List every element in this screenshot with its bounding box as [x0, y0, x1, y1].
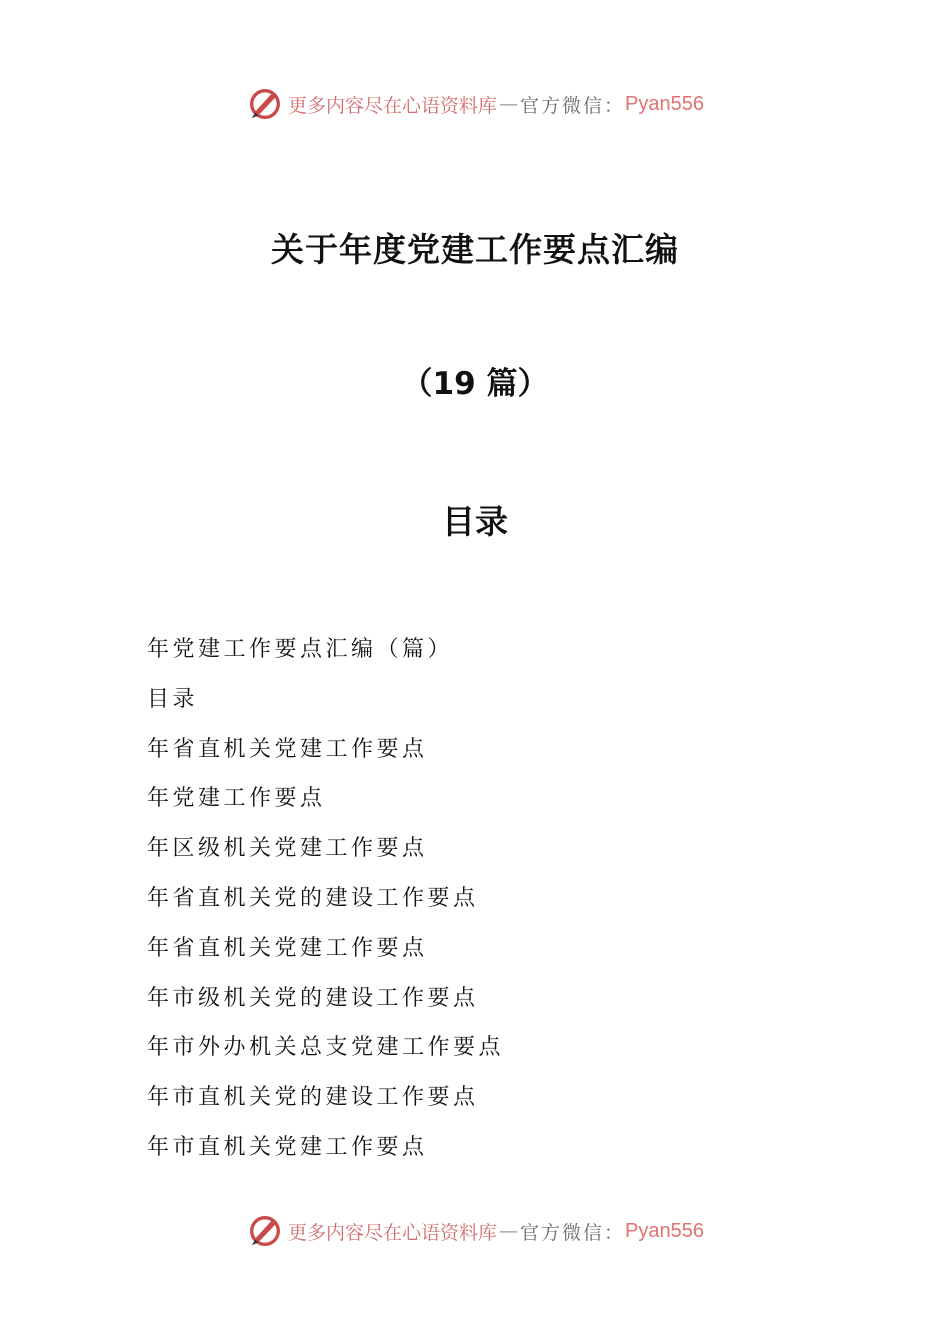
toc-heading: 目录: [442, 502, 508, 541]
pen-logo-icon: [246, 85, 284, 123]
document-title: 关于年度党建工作要点汇编: [271, 230, 679, 269]
watermark-wechat-label: 官方微信：: [520, 1221, 626, 1244]
watermark-wechat-label: 官方微信：: [520, 94, 626, 117]
toc-item: 年省直机关党的建设工作要点: [147, 885, 479, 911]
watermark-wechat-id: Pyan556: [625, 1219, 704, 1242]
watermark-separator: —: [499, 1220, 519, 1242]
toc-item: 目录: [147, 686, 199, 712]
watermark-header: [0, 82, 950, 126]
toc-item: 年市直机关党建工作要点: [147, 1134, 428, 1160]
toc-item: 年区级机关党建工作要点: [147, 836, 428, 862]
toc-item: 年省直机关党建工作要点: [147, 736, 428, 762]
pen-logo-icon: [246, 1212, 284, 1250]
toc-item: 年党建工作要点: [147, 786, 326, 812]
toc-item: 年省直机关党建工作要点: [147, 935, 428, 961]
toc-item: 年市外办机关总支党建工作要点: [147, 1035, 505, 1061]
toc-item: 年党建工作要点汇编（篇）: [147, 637, 454, 662]
toc-list: [147, 628, 504, 1176]
watermark-separator: —: [499, 93, 519, 115]
toc-item: 年市直机关党的建设工作要点: [147, 1085, 479, 1111]
watermark-wechat-id: Pyan556: [625, 92, 704, 115]
toc-item: 年市级机关党的建设工作要点: [147, 985, 479, 1011]
watermark-footer: [0, 1209, 950, 1253]
watermark-brand-text: 更多内容尽在心语资料库: [288, 1221, 498, 1244]
watermark-brand-text: 更多内容尽在心语资料库: [288, 94, 498, 117]
document-count: （19 篇）: [401, 366, 549, 402]
